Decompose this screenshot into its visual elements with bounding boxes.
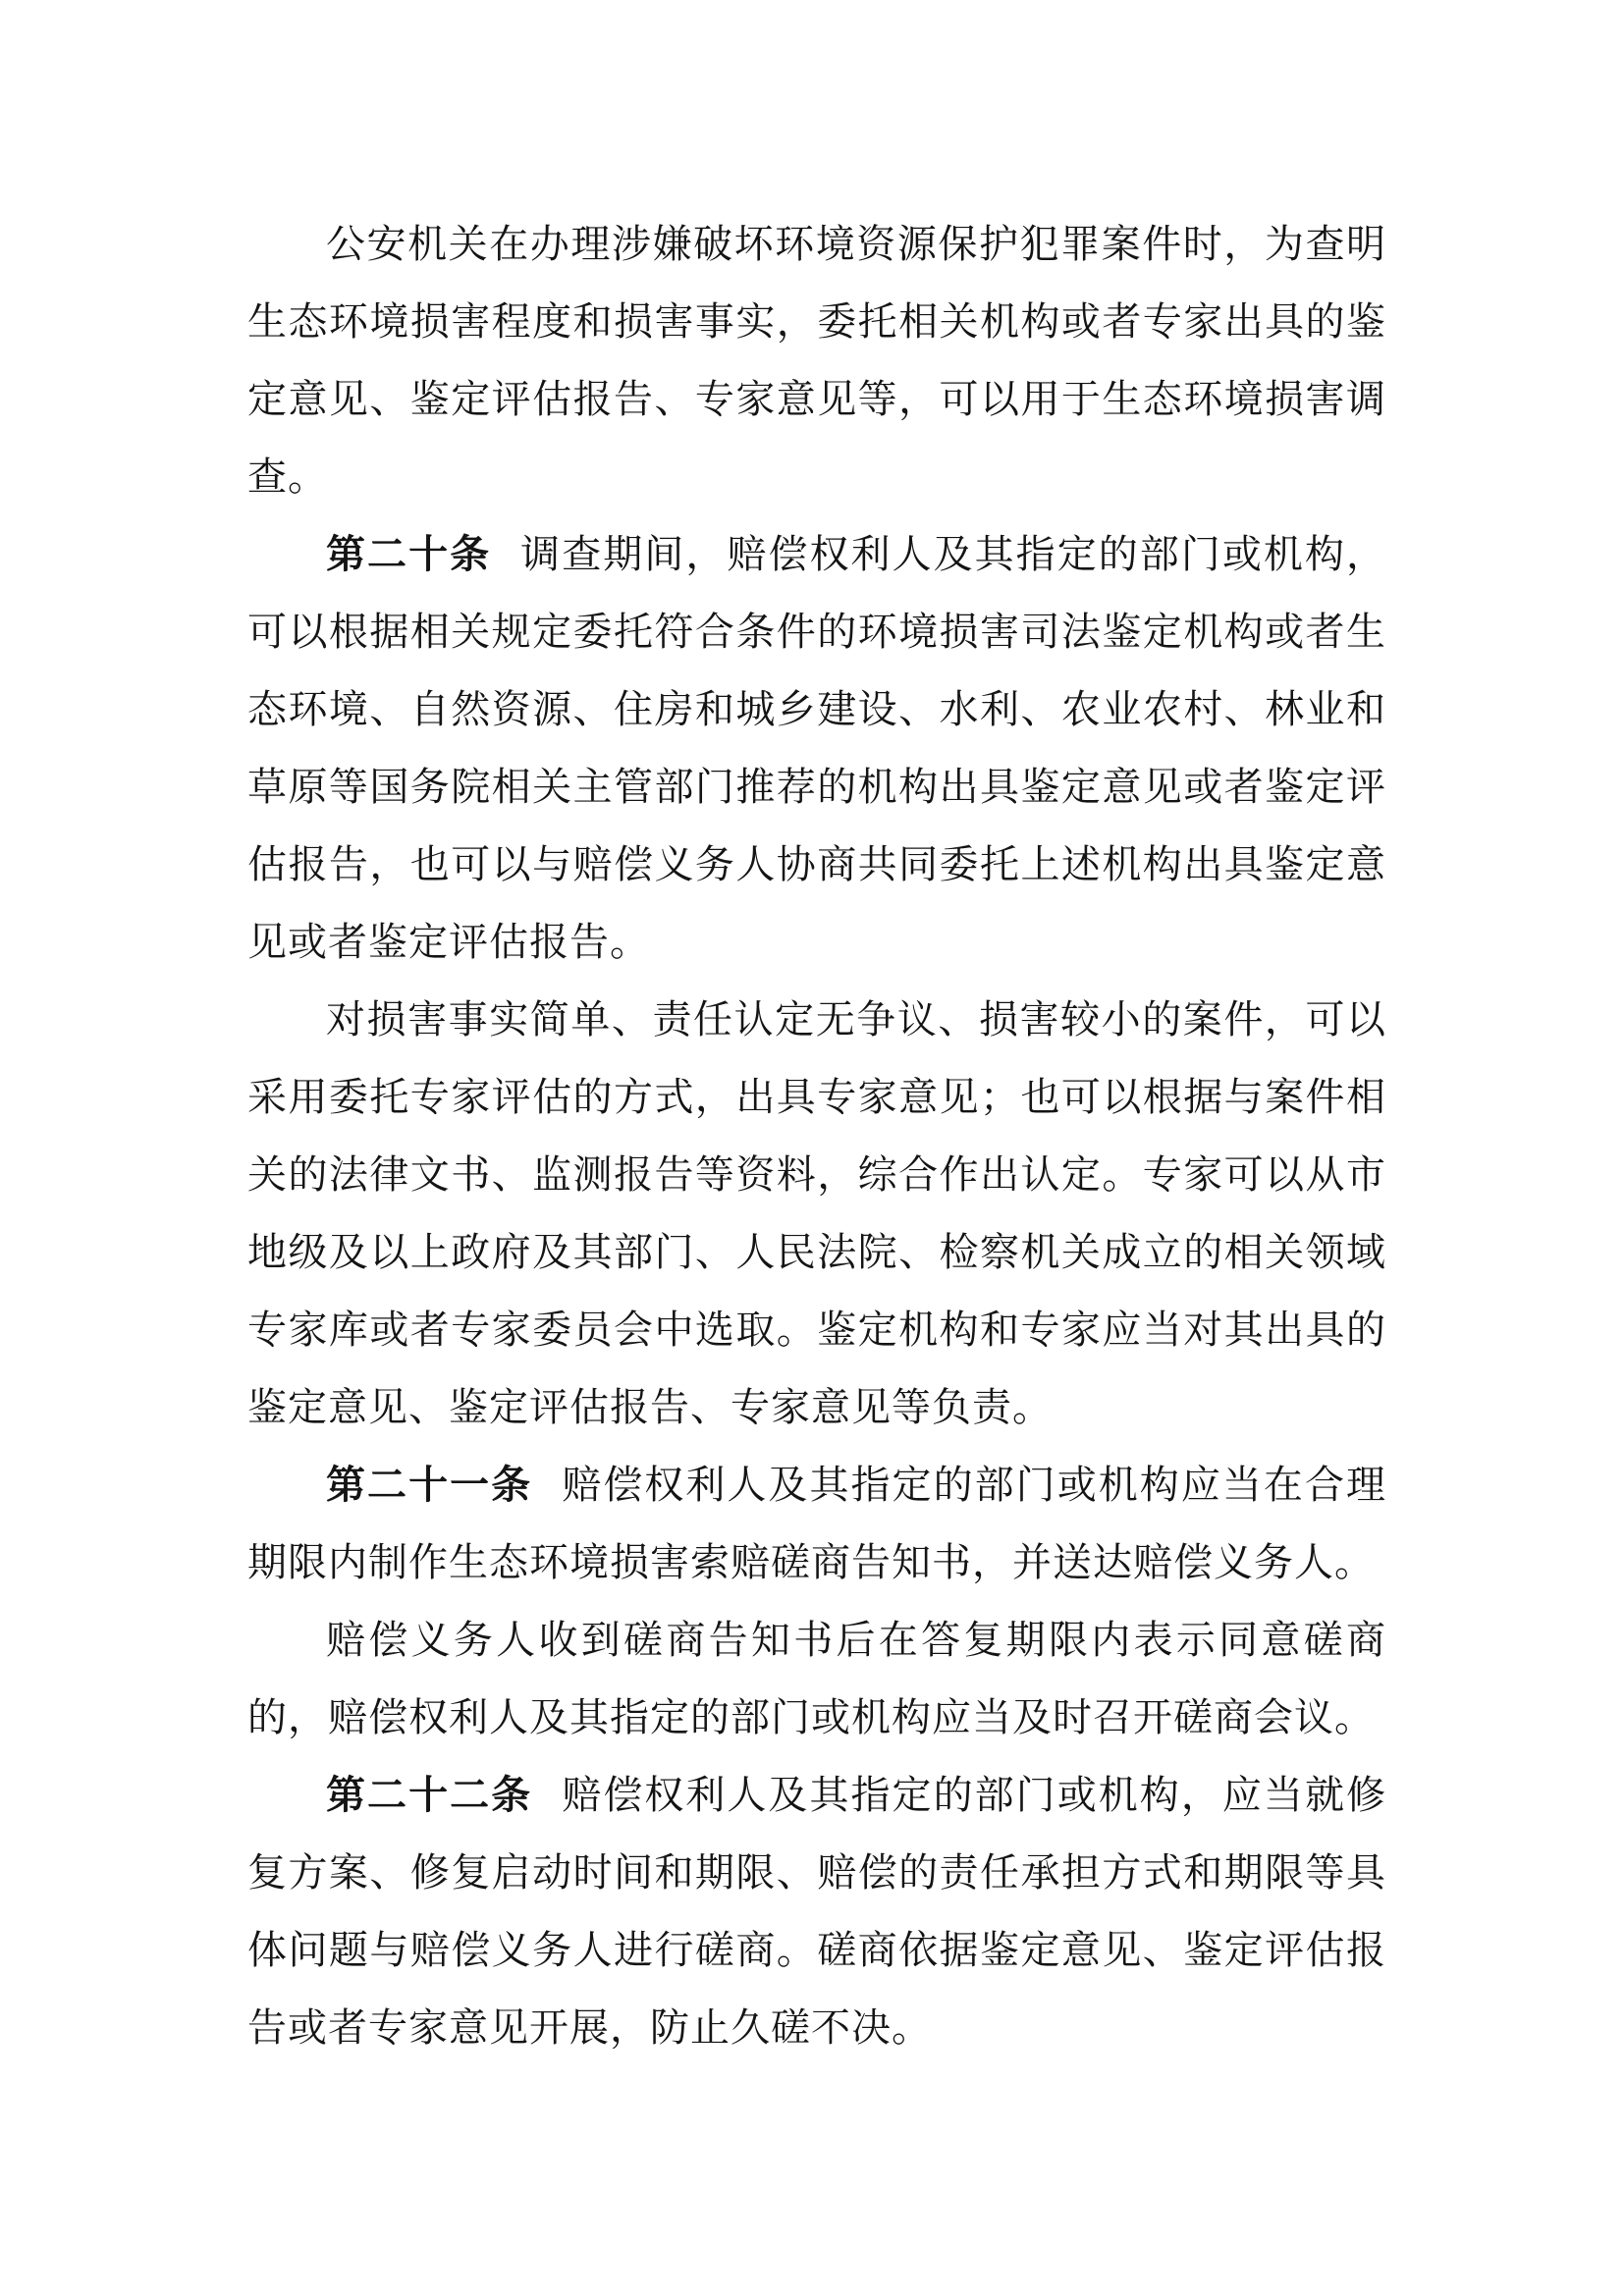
article-number: 第二十条 xyxy=(326,532,492,577)
paragraph-article-22 xyxy=(247,1757,1386,2067)
paragraph-text: 公安机关在办理涉嫌破坏环境资源保护犯罪案件时，为查明生态环境损害程度和损害事实，委托相关机构或者专家出具的鉴定意见、鉴定评估报告、专家意见等，可以用于生态环境损害调查。 xyxy=(247,222,1386,500)
paragraph-article-20 xyxy=(247,516,1386,982)
paragraph-expert-assessment xyxy=(247,982,1386,1447)
document-body xyxy=(247,206,1386,2067)
paragraph-article-21 xyxy=(247,1447,1386,1602)
paragraph-text: 调查期间，赔偿权利人及其指定的部门或机构，可以根据相关规定委托符合条件的环境损害司法鉴定机构或者生态环境、自然资源、住房和城乡建设、水利、农业农村、林业和草原等国务院相关主管部门推荐的机构出具鉴定意见或者鉴定评估报告，也可以与赔偿义务人协商共同委托上述机构出具鉴定意见或者鉴定评估报告。 xyxy=(247,532,1387,965)
paragraph-text: 对损害事实简单、责任认定无争议、损害较小的案件，可以采用委托专家评估的方式，出具专家意见；也可以根据与案件相关的法律文书、监测报告等资料，综合作出认定。专家可以从市地级及以上政府及其部门、人民法院、检察机关成立的相关领域专家库或者专家委员会中选取。鉴定机构和专家应当对其出具的鉴定意见、鉴定评估报告、专家意见等负责。 xyxy=(247,997,1386,1430)
article-number: 第二十二条 xyxy=(326,1773,533,1818)
article-number: 第二十一条 xyxy=(326,1463,533,1508)
paragraph-text: 赔偿权利人及其指定的部门或机构，应当就修复方案、修复启动时间和期限、赔偿的责任承担方式和期限等具体问题与赔偿义务人进行磋商。磋商依据鉴定意见、鉴定评估报告或者专家意见开展，防止久磋不决。 xyxy=(247,1773,1387,2051)
paragraph-police-evidence xyxy=(247,206,1386,516)
paragraph-consultation-meeting xyxy=(247,1602,1386,1757)
paragraph-text: 赔偿义务人收到磋商告知书后在答复期限内表示同意磋商的，赔偿权利人及其指定的部门或机构应当及时召开磋商会议。 xyxy=(247,1618,1386,1740)
paragraph-text: 赔偿权利人及其指定的部门或机构应当在合理期限内制作生态环境损害索赔磋商告知书，并送达赔偿义务人。 xyxy=(247,1463,1387,1585)
